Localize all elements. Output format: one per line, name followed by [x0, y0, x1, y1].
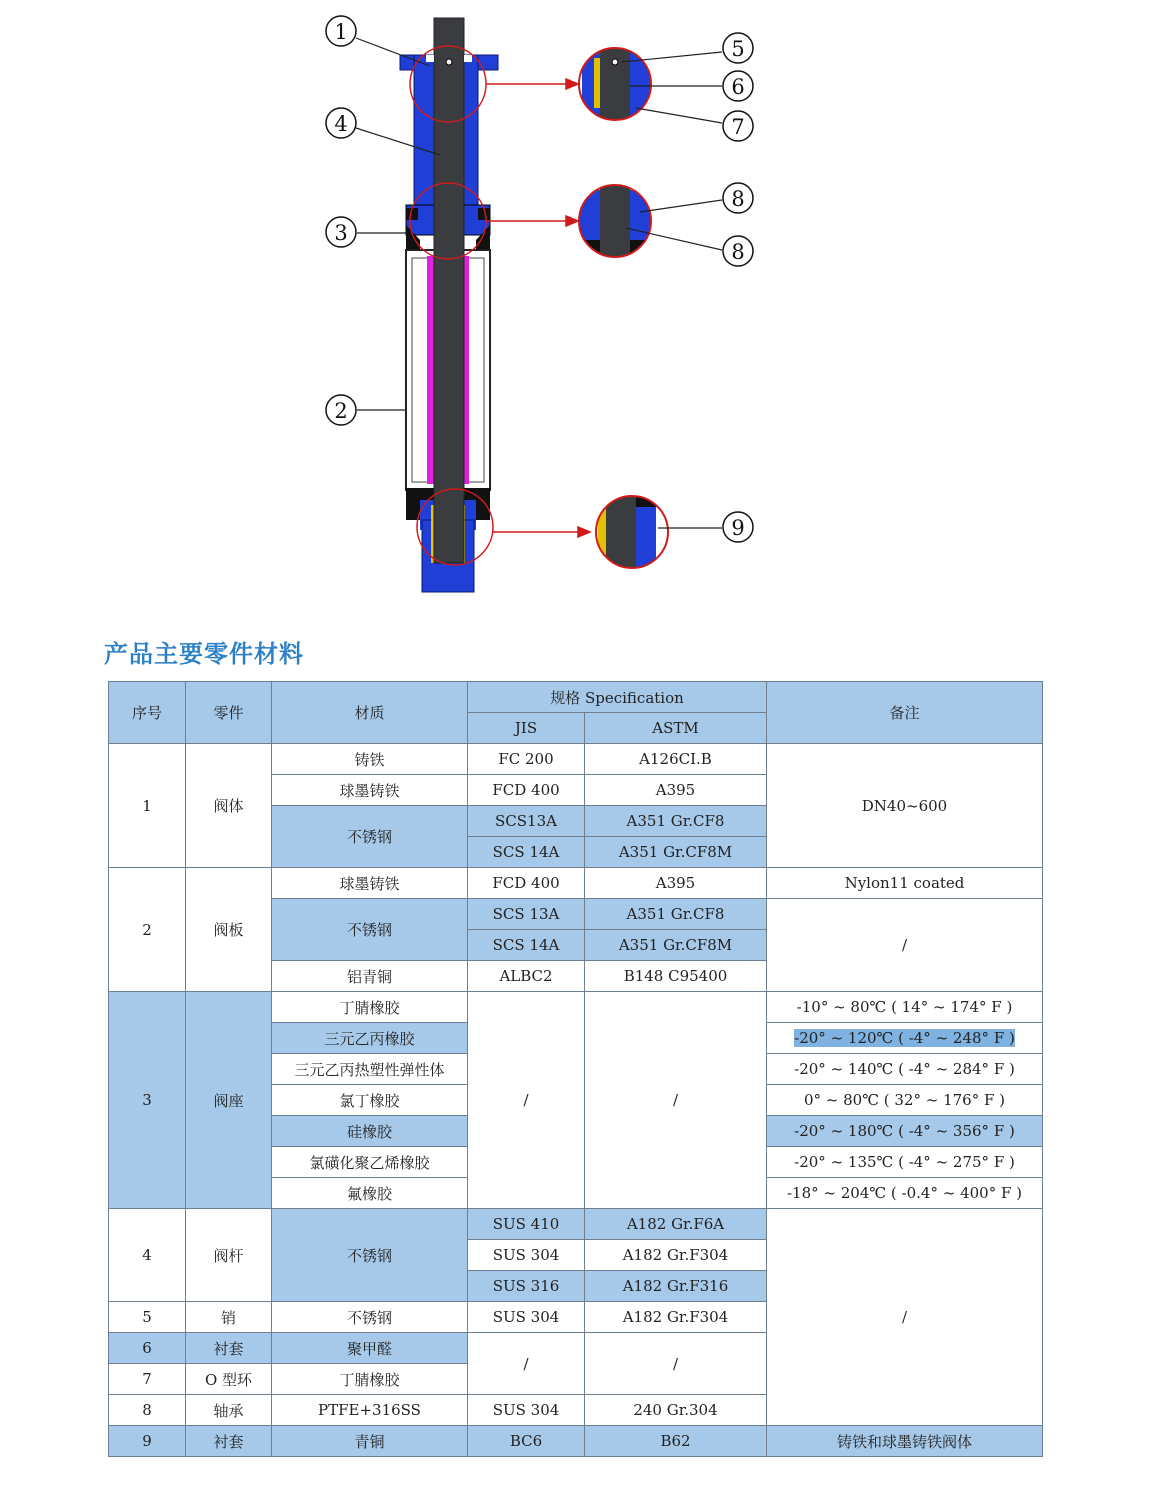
cell-material: 青铜: [272, 1426, 468, 1457]
cell-no: 4: [109, 1209, 186, 1302]
cell-material: 不锈钢: [272, 806, 468, 868]
cell-jis: FCD 400: [468, 775, 585, 806]
header-no: 序号: [109, 682, 186, 744]
cell-part: 轴承: [186, 1395, 272, 1426]
callout-2: [326, 395, 356, 425]
header-part: 零件: [186, 682, 272, 744]
svg-text:3: 3: [334, 221, 348, 245]
callout-8b: [723, 236, 753, 266]
cell-remark: 铸铁和球墨铸铁阀体: [767, 1426, 1043, 1457]
cell-remark: -18° ~ 204℃ ( -0.4° ~ 400° F ): [767, 1178, 1043, 1209]
cell-jis: SCS13A: [468, 806, 585, 837]
header-remark: 备注: [767, 682, 1043, 744]
svg-text:1: 1: [334, 20, 348, 44]
callout-6: [723, 71, 753, 101]
cell-jis: FCD 400: [468, 868, 585, 899]
cell-part: 衬套: [186, 1426, 272, 1457]
cell-material: 氟橡胶: [272, 1178, 468, 1209]
cell-part: 销: [186, 1302, 272, 1333]
cell-jis: SUS 316: [468, 1271, 585, 1302]
table-row: [109, 868, 1043, 899]
cell-jis: BC6: [468, 1426, 585, 1457]
header-material: 材质: [272, 682, 468, 744]
cell-jis: SCS 13A: [468, 899, 585, 930]
cell-material: 丁腈橡胶: [272, 992, 468, 1023]
table-row: [109, 1426, 1043, 1457]
cell-no: 8: [109, 1395, 186, 1426]
cell-material: 氯丁橡胶: [272, 1085, 468, 1116]
cell-no: 3: [109, 992, 186, 1209]
header-spec: 规格 Specification: [468, 682, 767, 713]
cell-no: 1: [109, 744, 186, 868]
cell-part: 阀板: [186, 868, 272, 992]
cell-no: 9: [109, 1426, 186, 1457]
cell-material: 三元乙丙橡胶: [272, 1023, 468, 1054]
cell-jis: SCS 14A: [468, 837, 585, 868]
cell-material: 不锈钢: [272, 1302, 468, 1333]
cell-astm: B62: [585, 1426, 767, 1457]
cell-material: 三元乙丙热塑性弹性体: [272, 1054, 468, 1085]
cell-material: 氯磺化聚乙烯橡胶: [272, 1147, 468, 1178]
cell-remark: /: [767, 899, 1043, 992]
cell-material: 丁腈橡胶: [272, 1364, 468, 1395]
cell-material: 铸铁: [272, 744, 468, 775]
cell-astm: A395: [585, 868, 767, 899]
cell-no: 7: [109, 1364, 186, 1395]
cell-material: 球墨铸铁: [272, 868, 468, 899]
cell-remark: Nylon11 coated: [767, 868, 1043, 899]
header-jis: JIS: [468, 713, 585, 744]
detail-view-top: [575, 45, 665, 125]
table-row: [109, 744, 1043, 775]
table-row: [109, 1209, 1043, 1240]
valve-cross-section-diagram: [0, 0, 1150, 610]
callout-5: [723, 33, 753, 63]
svg-text:5: 5: [731, 37, 745, 61]
cell-material: PTFE+316SS: [272, 1395, 468, 1426]
materials-table: [108, 681, 1043, 1457]
svg-text:9: 9: [731, 516, 745, 540]
section-title: 产品主要零件材料: [104, 640, 304, 668]
cell-jis: SUS 304: [468, 1395, 585, 1426]
cell-no: 5: [109, 1302, 186, 1333]
cell-astm: /: [585, 992, 767, 1209]
cell-material: 聚甲醛: [272, 1333, 468, 1364]
cell-material: 铝青铜: [272, 961, 468, 992]
cell-astm: B148 C95400: [585, 961, 767, 992]
detail-arrows: [486, 79, 590, 537]
cell-astm: A351 Gr.CF8M: [585, 930, 767, 961]
cell-astm: A126CI.B: [585, 744, 767, 775]
cell-astm: A351 Gr.CF8: [585, 806, 767, 837]
cell-remark: DN40~600: [767, 744, 1043, 868]
cell-astm: A182 Gr.F6A: [585, 1209, 767, 1240]
cell-part: 阀座: [186, 992, 272, 1209]
cell-jis: FC 200: [468, 744, 585, 775]
callout-9: [723, 512, 753, 542]
cell-remark: [767, 1023, 1043, 1054]
cell-remark: -10° ~ 80℃ ( 14° ~ 174° F ): [767, 992, 1043, 1023]
cell-astm: A182 Gr.F316: [585, 1271, 767, 1302]
cell-astm: A351 Gr.CF8M: [585, 837, 767, 868]
cell-part: 阀杆: [186, 1209, 272, 1302]
svg-text:4: 4: [334, 112, 348, 136]
cell-no: 2: [109, 868, 186, 992]
svg-text:6: 6: [731, 75, 745, 99]
cell-jis: SCS 14A: [468, 930, 585, 961]
callout-7: [723, 111, 753, 141]
cell-material: 硅橡胶: [272, 1116, 468, 1147]
cell-astm: A351 Gr.CF8: [585, 899, 767, 930]
callout-4: [326, 108, 356, 138]
cell-remark: /: [767, 1209, 1043, 1426]
table-row: [109, 992, 1043, 1023]
header-astm: ASTM: [585, 713, 767, 744]
callout-1: [326, 16, 356, 46]
cell-jis: /: [468, 1333, 585, 1395]
cell-part: 阀体: [186, 744, 272, 868]
detail-view-middle: [575, 182, 665, 262]
cell-astm: A395: [585, 775, 767, 806]
cell-jis: SUS 304: [468, 1302, 585, 1333]
callout-3: [326, 217, 356, 247]
svg-text:2: 2: [334, 399, 348, 423]
cell-remark: -20° ~ 140℃ ( -4° ~ 284° F ): [767, 1054, 1043, 1085]
svg-text:7: 7: [731, 115, 745, 139]
highlighted-remark: -20° ~ 120℃ ( -4° ~ 248° F ): [794, 1029, 1015, 1047]
cell-astm: A182 Gr.F304: [585, 1302, 767, 1333]
detail-view-bottom: [592, 493, 682, 573]
cell-astm: /: [585, 1333, 767, 1395]
cell-material: 不锈钢: [272, 899, 468, 961]
cell-remark: 0° ~ 80℃ ( 32° ~ 176° F ): [767, 1085, 1043, 1116]
svg-text:8: 8: [731, 187, 745, 211]
valve-stem: [434, 18, 464, 563]
svg-text:8: 8: [731, 240, 745, 264]
cell-jis: /: [468, 992, 585, 1209]
cell-jis: SUS 410: [468, 1209, 585, 1240]
cell-remark: -20° ~ 180℃ ( -4° ~ 356° F ): [767, 1116, 1043, 1147]
cell-jis: ALBC2: [468, 961, 585, 992]
cell-part: 衬套: [186, 1333, 272, 1364]
cell-part: O 型环: [186, 1364, 272, 1395]
cell-material: 不锈钢: [272, 1209, 468, 1302]
cell-astm: A182 Gr.F304: [585, 1240, 767, 1271]
cell-material: 球墨铸铁: [272, 775, 468, 806]
cell-remark: -20° ~ 135℃ ( -4° ~ 275° F ): [767, 1147, 1043, 1178]
cell-jis: SUS 304: [468, 1240, 585, 1271]
callout-8a: [723, 183, 753, 213]
cell-no: 6: [109, 1333, 186, 1364]
cell-astm: 240 Gr.304: [585, 1395, 767, 1426]
